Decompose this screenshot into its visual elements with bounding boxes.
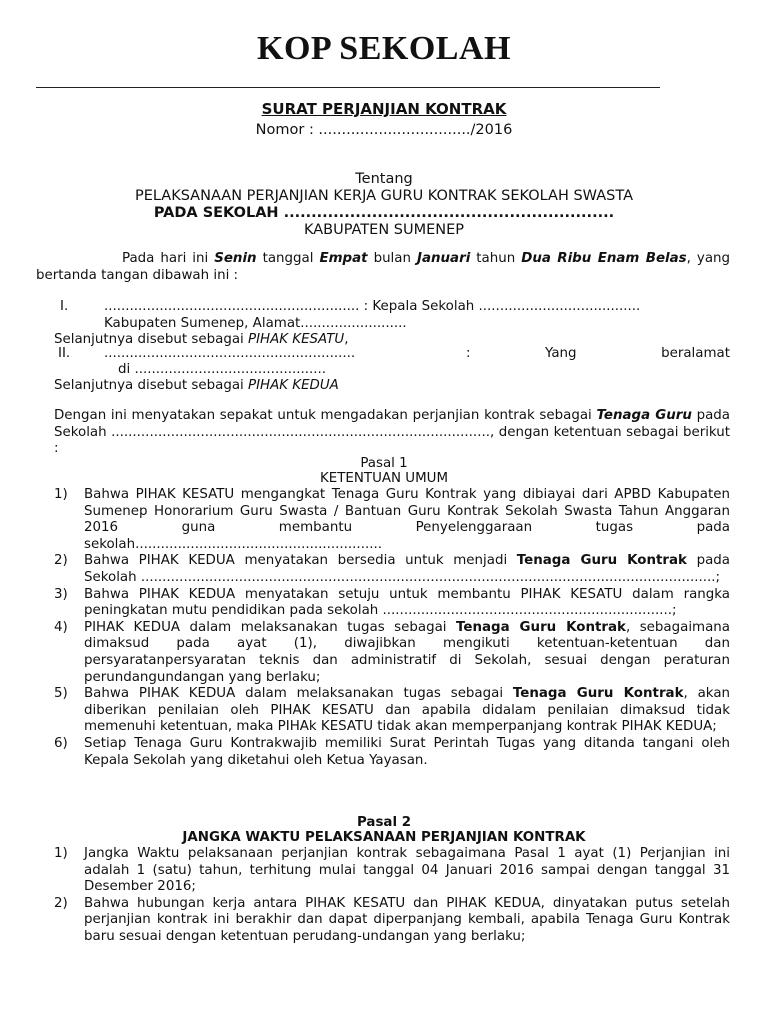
party-2-designation-text: Selanjutnya disebut sebagai — [54, 378, 249, 393]
list-item — [54, 553, 730, 586]
opening-text: tanggal — [256, 251, 320, 266]
opening-month: Januari — [416, 251, 471, 266]
list-item-number: 1) — [54, 487, 68, 502]
pasal-2-heading: JANGKA WAKTU PELAKSANAAN PERJANJIAN KONTRAK — [182, 830, 586, 845]
list-item — [54, 896, 730, 946]
list-item-text: PIHAK KEDUA dalam melaksanakan tugas sebagai — [84, 619, 457, 635]
list-item-text: pada Sekolah .......................................................................................................................................; — [84, 553, 731, 585]
list-item-text: , sebagaimana dimaksud pada ayat (1), diwajibkan mengikuti ketentuan-ketentuan dan persyaratanpersyaratan teknis dan administratif di Sekolah, sesuai dengan peraturan perundangundangan yang berlaku; — [84, 619, 730, 685]
party-1-designation-comma: , — [344, 332, 349, 347]
list-item-text: Bahwa PIHAK KEDUA menyatakan bersedia untuk menjadi — [84, 553, 517, 569]
pasal-2-list — [54, 846, 730, 946]
list-item-emphasis: Tenaga Guru Kontrak — [456, 619, 626, 635]
agreement-text: pada Sekolah ........................................................................................., dengan ketentuan sebagai berikut : — [54, 408, 731, 457]
list-item — [54, 846, 730, 896]
subject-school: PADA SEKOLAH ............................................................ — [153, 205, 615, 221]
subject-regency: KABUPATEN SUMENEP — [303, 222, 465, 238]
document-title: SURAT PERJANJIAN KONTRAK — [261, 100, 507, 118]
list-item-text: , akan diberikan penilaian oleh PIHAK KESATU dan apabila didalam penilaian dimaksud tidak memenuhi ketentuan, maka PIHAk KESATU tidak akan memperpanjang kontrak PIHAK KEDUA; — [84, 686, 731, 735]
list-item-text: Bahwa PIHAK KEDUA dalam melaksanakan tugas sebagai — [84, 686, 513, 702]
subject-line: PELAKSANAAN PERJANJIAN KERJA GURU KONTRAK SEKOLAH SWASTA — [134, 188, 634, 204]
party-2-yang: Yang — [545, 346, 577, 361]
party-2-colon: : — [466, 346, 471, 361]
list-item-number: 4) — [54, 619, 68, 635]
party-1-designation-text: Selanjutnya disebut sebagai — [54, 332, 249, 347]
list-item-text: Setiap Tenaga Guru Kontrakwajib memiliki Surat Perintah Tugas yang ditanda tangani oleh Kepala Sekolah yang diketahui oleh Ketua Yayasan. — [84, 735, 730, 768]
agreement-role: Tenaga Guru — [596, 408, 692, 423]
list-item-emphasis: Tenaga Guru Kontrak — [516, 553, 687, 569]
party-2-beralamat: beralamat — [661, 346, 730, 361]
opening-text: bulan — [367, 251, 417, 266]
list-item-text: Bahwa PIHAK KEDUA menyatakan setuju untuk membantu PIHAK KESATU dalam rangka peningkatan mutu pendidikan pada sekolah ....................................................................; — [84, 586, 730, 619]
agreement-paragraph — [54, 408, 730, 458]
opening-date: Empat — [319, 251, 368, 266]
party-2-designation — [54, 378, 339, 395]
opening-text: tahun — [470, 251, 522, 266]
list-item-emphasis: Tenaga Guru Kontrak — [512, 686, 684, 702]
list-item-number: 6) — [54, 735, 68, 751]
list-item — [54, 620, 730, 686]
pasal-1-heading: KETENTUAN UMUM — [319, 471, 449, 486]
party-1-address: Kabupaten Sumenep, Alamat......................... — [104, 316, 407, 331]
party-2-name-dots: ........................................................... — [104, 346, 356, 361]
list-item-text: Bahwa hubungan kerja antara PIHAK KESATU dan PIHAK KEDUA, dinyatakan putus setelah perjanjian kontrak ini berakhir dan dapat diperpanjang kembali, apabila Tenaga Guru Kontrak baru sesuai dengan ketentuan perudang-undangan yang berlaku; — [84, 895, 730, 944]
opening-text: Pada hari ini — [122, 251, 215, 266]
list-item — [54, 487, 730, 553]
list-item — [54, 736, 730, 769]
pasal-1-list — [54, 487, 730, 769]
list-item-number: 3) — [54, 586, 68, 602]
party-1-number: I. — [60, 299, 69, 314]
subject-tentang: Tentang — [355, 171, 413, 187]
pasal-2-label: Pasal 2 — [356, 815, 412, 830]
list-item-number: 1) — [54, 846, 68, 861]
party-1-line: ............................................................ : Kepala Sekolah ...................................... — [104, 299, 641, 314]
list-item — [54, 587, 730, 620]
opening-text: , yang bertanda tangan dibawah ini : — [36, 251, 731, 283]
party-2-role: PIHAK KEDUA — [248, 378, 339, 393]
list-item-number: 2) — [54, 895, 68, 911]
opening-year: Dua Ribu Enam Belas — [521, 251, 687, 266]
party-2-number: II. — [58, 346, 71, 361]
document-number: Nomor : ................................./2016 — [255, 122, 513, 138]
party-2-address: di ............................................. — [118, 362, 327, 377]
letterhead-title: KOP SEKOLAH — [257, 30, 511, 67]
party-1-role: PIHAK KESATU — [248, 332, 345, 347]
letterhead-rule — [36, 87, 660, 88]
list-item-number: 5) — [54, 686, 68, 702]
list-item — [54, 686, 730, 736]
list-item-text: Jangka Waktu pelaksanaan perjanjian kontrak sebagaimana Pasal 1 ayat (1) Perjanjian ini adalah 1 (satu) tahun, terhitung mulai tanggal 04 Januari 2016 sampai dengan tanggal 31 Desember 2016; — [84, 846, 730, 895]
opening-paragraph — [36, 251, 730, 284]
opening-day: Senin — [214, 251, 257, 266]
agreement-text: Dengan ini menyatakan sepakat untuk mengadakan perjanjian kontrak sebagai — [54, 408, 597, 423]
list-item-number: 2) — [54, 553, 68, 569]
list-item-text: Bahwa PIHAK KESATU mengangkat Tenaga Guru Kontrak yang dibiayai dari APBD Kabupaten Sumenep Honorarium Guru Swasta / Bantuan Guru Kontrak Sekolah Swasta Tahun Anggaran 2016 guna membantu Penyelenggaraan tugas pada sekolah.......................................................... — [84, 487, 730, 552]
pasal-1-label: Pasal 1 — [360, 456, 408, 471]
